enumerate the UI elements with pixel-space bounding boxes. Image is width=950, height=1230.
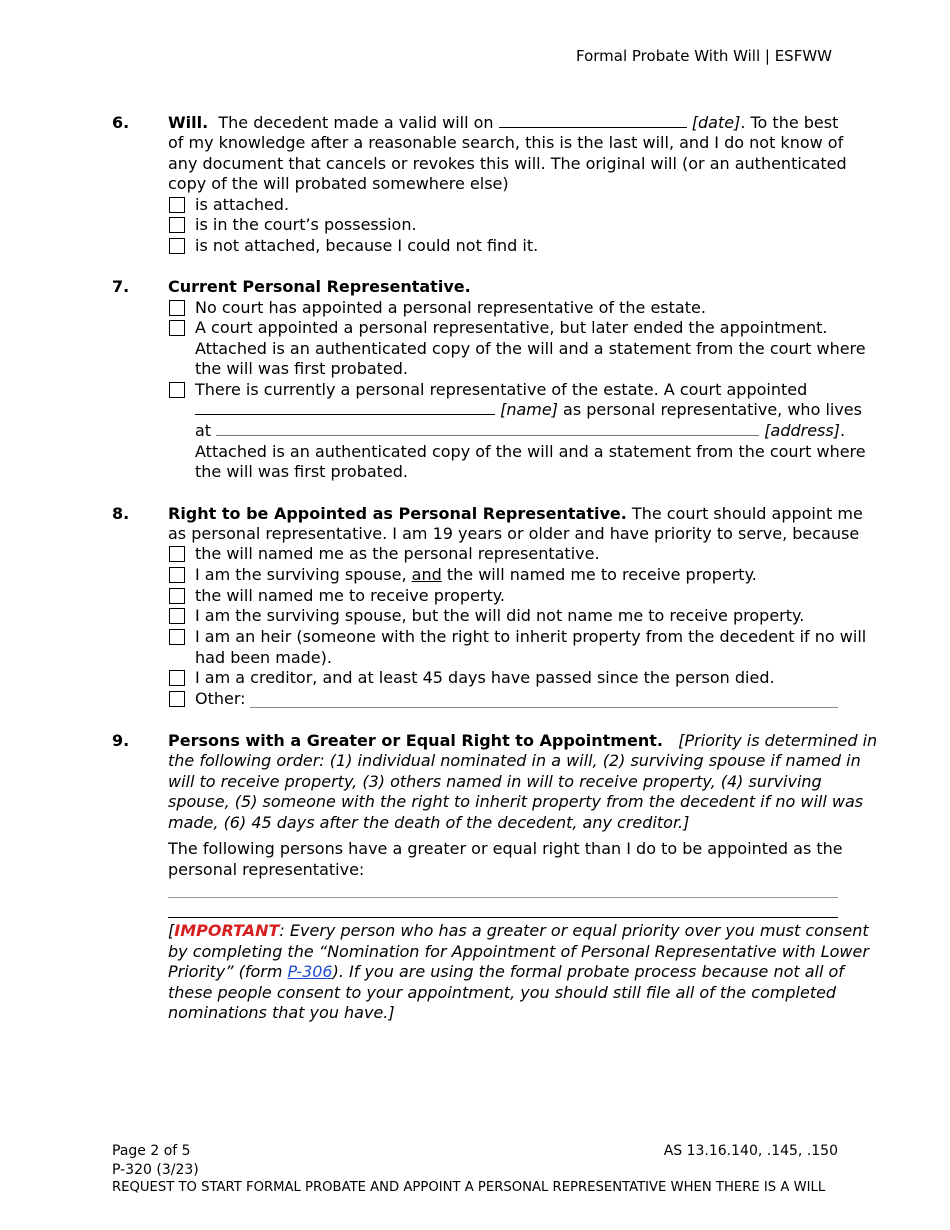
option-spouse-named-and: and	[411, 565, 442, 584]
option-spouse-named-post: the will named me to receive property.	[441, 565, 757, 584]
at-label: at	[195, 421, 212, 440]
option-will-in-court: is in the court’s possession.	[195, 215, 417, 234]
date-label: [date]	[691, 113, 741, 132]
important-text-4: these people consent to your appointment, you should still file all of the completed	[168, 983, 837, 1002]
section-6-line-1	[168, 113, 838, 133]
important-bracket: [	[168, 921, 175, 940]
option-current-pr-line-3	[195, 421, 845, 441]
persons-field-line-1[interactable]	[168, 897, 838, 898]
priority-note-text-4: spouse, (5) someone with the right to inherit property from the decedent if no will was	[168, 792, 864, 811]
important-text-1: : Every person who has a greater or equal priority over you must consent	[279, 921, 869, 940]
address-label: [address]	[764, 421, 840, 440]
checkbox-other[interactable]	[169, 691, 185, 707]
footer-form-number: P-320 (3/23)	[112, 1162, 199, 1178]
section-8-text: The court should appoint me	[626, 504, 863, 523]
section-7-heading-text: Current Personal Representative.	[168, 277, 471, 296]
checkbox-pr-ended[interactable]	[169, 320, 185, 336]
option-pr-ended: A court appointed a personal representative, but later ended the appointment.	[195, 318, 828, 337]
important-line-1	[168, 921, 869, 941]
important-line-3	[168, 962, 844, 982]
checkbox-will-attached[interactable]	[169, 197, 185, 213]
name-label: [name]	[500, 400, 558, 419]
section-9-line-1	[168, 731, 877, 751]
section-6-number: 6.	[112, 113, 130, 132]
section-6-heading: Will.	[168, 113, 209, 132]
option-no-pr: No court has appointed a personal representative of the estate.	[195, 298, 706, 317]
priority-note: [Priority is determined in	[678, 731, 878, 750]
important-line-2	[168, 942, 869, 962]
important-text-3-pre: Priority” (form	[168, 962, 288, 981]
option-current-pr-line-2	[195, 400, 862, 420]
option-current-pr-text: as personal representative, who lives	[557, 400, 862, 419]
checkbox-spouse-not-named[interactable]	[169, 608, 185, 624]
will-date-field[interactable]	[499, 113, 687, 128]
section-9-body-line-2: personal representative:	[168, 860, 365, 879]
option-heir-line-2: had been made).	[195, 648, 332, 667]
other-field[interactable]	[250, 707, 838, 708]
footer-page: Page 2 of 5	[112, 1143, 191, 1159]
section-8-line-1	[168, 504, 863, 524]
option-spouse-named	[195, 565, 757, 585]
option-pr-ended-line-2: Attached is an authenticated copy of the will and a statement from the court where	[195, 339, 866, 358]
option-current-pr: There is currently a personal representative of the estate. A court appointed	[195, 380, 808, 399]
priority-note-line-5	[168, 813, 689, 833]
priority-note-line-4	[168, 792, 863, 812]
checkbox-will-not-attached[interactable]	[169, 238, 185, 254]
section-8-heading: Right to be Appointed as Personal Representative.	[168, 504, 627, 523]
option-will-not-attached: is not attached, because I could not find it.	[195, 236, 539, 255]
section-9-heading: Persons with a Greater or Equal Right to Appointment.	[168, 731, 663, 750]
other-label: Other:	[195, 689, 246, 708]
persons-field-line-2[interactable]	[168, 917, 838, 918]
form-p306-link[interactable]: P-306	[287, 962, 333, 981]
section-8-line-2: as personal representative. I am 19 years or older and have priority to serve, because	[168, 524, 860, 543]
section-9-number: 9.	[112, 731, 130, 750]
priority-note-text-5: made, (6) 45 days after the death of the decedent, any creditor.]	[168, 813, 690, 832]
option-will-attached: is attached.	[195, 195, 290, 214]
option-named-pr: the will named me as the personal representative.	[195, 544, 600, 563]
section-6-line-2: of my knowledge after a reasonable search, this is the last will, and I do not know of	[168, 133, 844, 152]
checkbox-no-pr[interactable]	[169, 300, 185, 316]
section-6-line-3: any document that cancels or revokes this will. The original will (or an authenticated	[168, 154, 847, 173]
priority-note-line-3	[168, 772, 822, 792]
footer-statute: AS 13.16.140, .145, .150	[663, 1143, 838, 1159]
important-text-3-post: ). If you are using the formal probate process because not all of	[332, 962, 844, 981]
section-9-body-line-1: The following persons have a greater or equal right than I do to be appointed as the	[168, 839, 843, 858]
checkbox-will-in-court[interactable]	[169, 217, 185, 233]
option-heir: I am an heir (someone with the right to inherit property from the decedent if no will	[195, 627, 867, 646]
checkbox-named-pr[interactable]	[169, 546, 185, 562]
checkbox-heir[interactable]	[169, 629, 185, 645]
section-7-number: 7.	[112, 277, 130, 296]
header-title: Formal Probate With Will | ESFWW	[575, 47, 832, 65]
checkbox-named-receive[interactable]	[169, 588, 185, 604]
option-spouse-named-pre: I am the surviving spouse,	[195, 565, 412, 584]
pr-address-field[interactable]	[216, 421, 759, 436]
checkbox-creditor[interactable]	[169, 670, 185, 686]
important-line-4	[168, 983, 836, 1003]
checkbox-spouse-named[interactable]	[169, 567, 185, 583]
section-6-line-4: copy of the will probated somewhere else)	[168, 174, 509, 193]
important-text-5: nominations that you have.]	[168, 1003, 395, 1022]
important-line-5	[168, 1003, 395, 1023]
option-pr-ended-line-3: the will was first probated.	[195, 359, 409, 378]
priority-note-text-2: the following order: (1) individual nominated in a will, (2) surviving spouse if named in	[168, 751, 861, 770]
section-8-number: 8.	[112, 504, 130, 523]
footer-form-title: REQUEST TO START FORMAL PROBATE AND APPOINT A PERSONAL REPRESENTATIVE WHEN THERE IS A WILL	[112, 1180, 826, 1195]
option-creditor: I am a creditor, and at least 45 days have passed since the person died.	[195, 668, 775, 687]
option-named-receive: the will named me to receive property.	[195, 586, 505, 605]
section-7-heading	[168, 277, 471, 297]
important-text-2: by completing the “Nomination for Appointment of Personal Representative with Lower	[168, 942, 869, 961]
priority-note-text-3: will to receive property, (3) others named in will to receive property, (4) surviving	[168, 772, 822, 791]
priority-note-line-2	[168, 751, 861, 771]
section-6-text: The decedent made a valid will on	[218, 113, 494, 132]
pr-name-field[interactable]	[195, 400, 495, 415]
checkbox-current-pr[interactable]	[169, 382, 185, 398]
important-label: IMPORTANT	[174, 921, 280, 940]
option-other	[195, 689, 246, 709]
option-current-pr-line-4: Attached is an authenticated copy of the will and a statement from the court where	[195, 442, 866, 461]
section-6-text-post: . To the best	[740, 113, 839, 132]
option-spouse-not-named: I am the surviving spouse, but the will did not name me to receive property.	[195, 606, 805, 625]
option-current-pr-line-5: the will was first probated.	[195, 462, 409, 481]
address-period: .	[839, 421, 846, 440]
